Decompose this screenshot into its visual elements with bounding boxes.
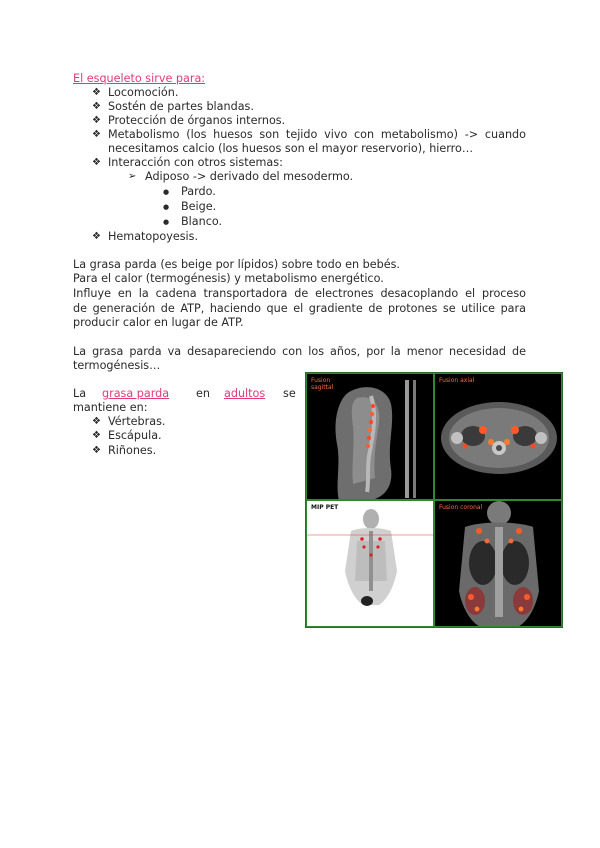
paragraph-word: se [283,387,296,400]
paragraph-line: La grasa parda va desapareciendo con los años, por la menor necesidad de [73,345,526,358]
sub-sub-list-item: Pardo. [181,185,216,198]
diamond-bullet-icon: ❖ [92,87,101,98]
diamond-bullet-icon: ❖ [92,416,101,427]
arrow-bullet-icon: ➢ [128,171,137,182]
paragraph-line: Para el calor (termogénesis) y metabolismo energético. [73,272,384,285]
diamond-bullet-icon: ❖ [92,115,101,126]
diamond-bullet-icon: ❖ [92,157,101,168]
coronal-scan-image [435,501,562,627]
dot-bullet-icon: ● [163,203,170,211]
list-item: Riñones. [108,444,157,457]
paragraph-word: en [196,387,210,400]
list-item: Sostén de partes blandas. [108,100,254,113]
list-item: Metabolismo (los huesos son tejido vivo con metabolismo) -> cuando [108,128,526,141]
mip-pet-image [307,501,434,627]
diamond-bullet-icon: ❖ [92,129,101,140]
paragraph-line: La grasa parda (es beige por lípidos) sobre todo en bebés. [73,258,400,271]
paragraph-line: termogénesis… [73,359,161,372]
list-item: Interacción con otros sistemas: [108,156,283,169]
sagittal-fusion-panel [306,373,434,500]
panel-label: Fusion axial [439,377,475,384]
section-heading: El esqueleto sirve para: [73,72,206,85]
panel-label: Fusion sagittal [311,377,334,391]
adultos-link[interactable]: adultos [224,387,266,400]
paragraph-line: de generación de ATP, haciendo que el gradiente de protones se utilice para [73,302,526,315]
diamond-bullet-icon: ❖ [92,445,101,456]
sagittal-scan-image [307,374,434,500]
dot-bullet-icon: ● [163,188,170,196]
paragraph-word: La [73,387,87,400]
dot-bullet-icon: ● [163,218,170,226]
pet-ct-figure [305,372,563,628]
panel-label: MIP PET [311,504,339,511]
list-item: Locomoción. [108,86,179,99]
list-item-continuation: necesitamos calcio (los huesos son el mayor reservorio), hierro… [108,142,474,155]
axial-fusion-panel [434,373,562,500]
paragraph-line: producir calor en lugar de ATP. [73,316,244,329]
grasa-parda-link[interactable]: grasa parda [102,387,170,400]
sub-sub-list-item: Blanco. [181,215,223,228]
paragraph-line: Influye en la cadena transportadora de electrones desacoplando el proceso [73,287,526,300]
mip-pet-panel [306,500,434,627]
axial-scan-image [435,374,562,500]
diamond-bullet-icon: ❖ [92,101,101,112]
diamond-bullet-icon: ❖ [92,231,101,242]
list-item: Vértebras. [108,415,166,428]
diamond-bullet-icon: ❖ [92,430,101,441]
list-item: Escápula. [108,429,162,442]
list-item: Protección de órganos internos. [108,114,286,127]
paragraph-line: mantiene en: [73,401,148,414]
sub-sub-list-item: Beige. [181,200,217,213]
coronal-fusion-panel [434,500,562,627]
panel-label: Fusion coronal [439,504,483,511]
list-item: Hematopoyesis. [108,230,199,243]
sub-list-item: Adiposo -> derivado del mesodermo. [145,170,354,183]
